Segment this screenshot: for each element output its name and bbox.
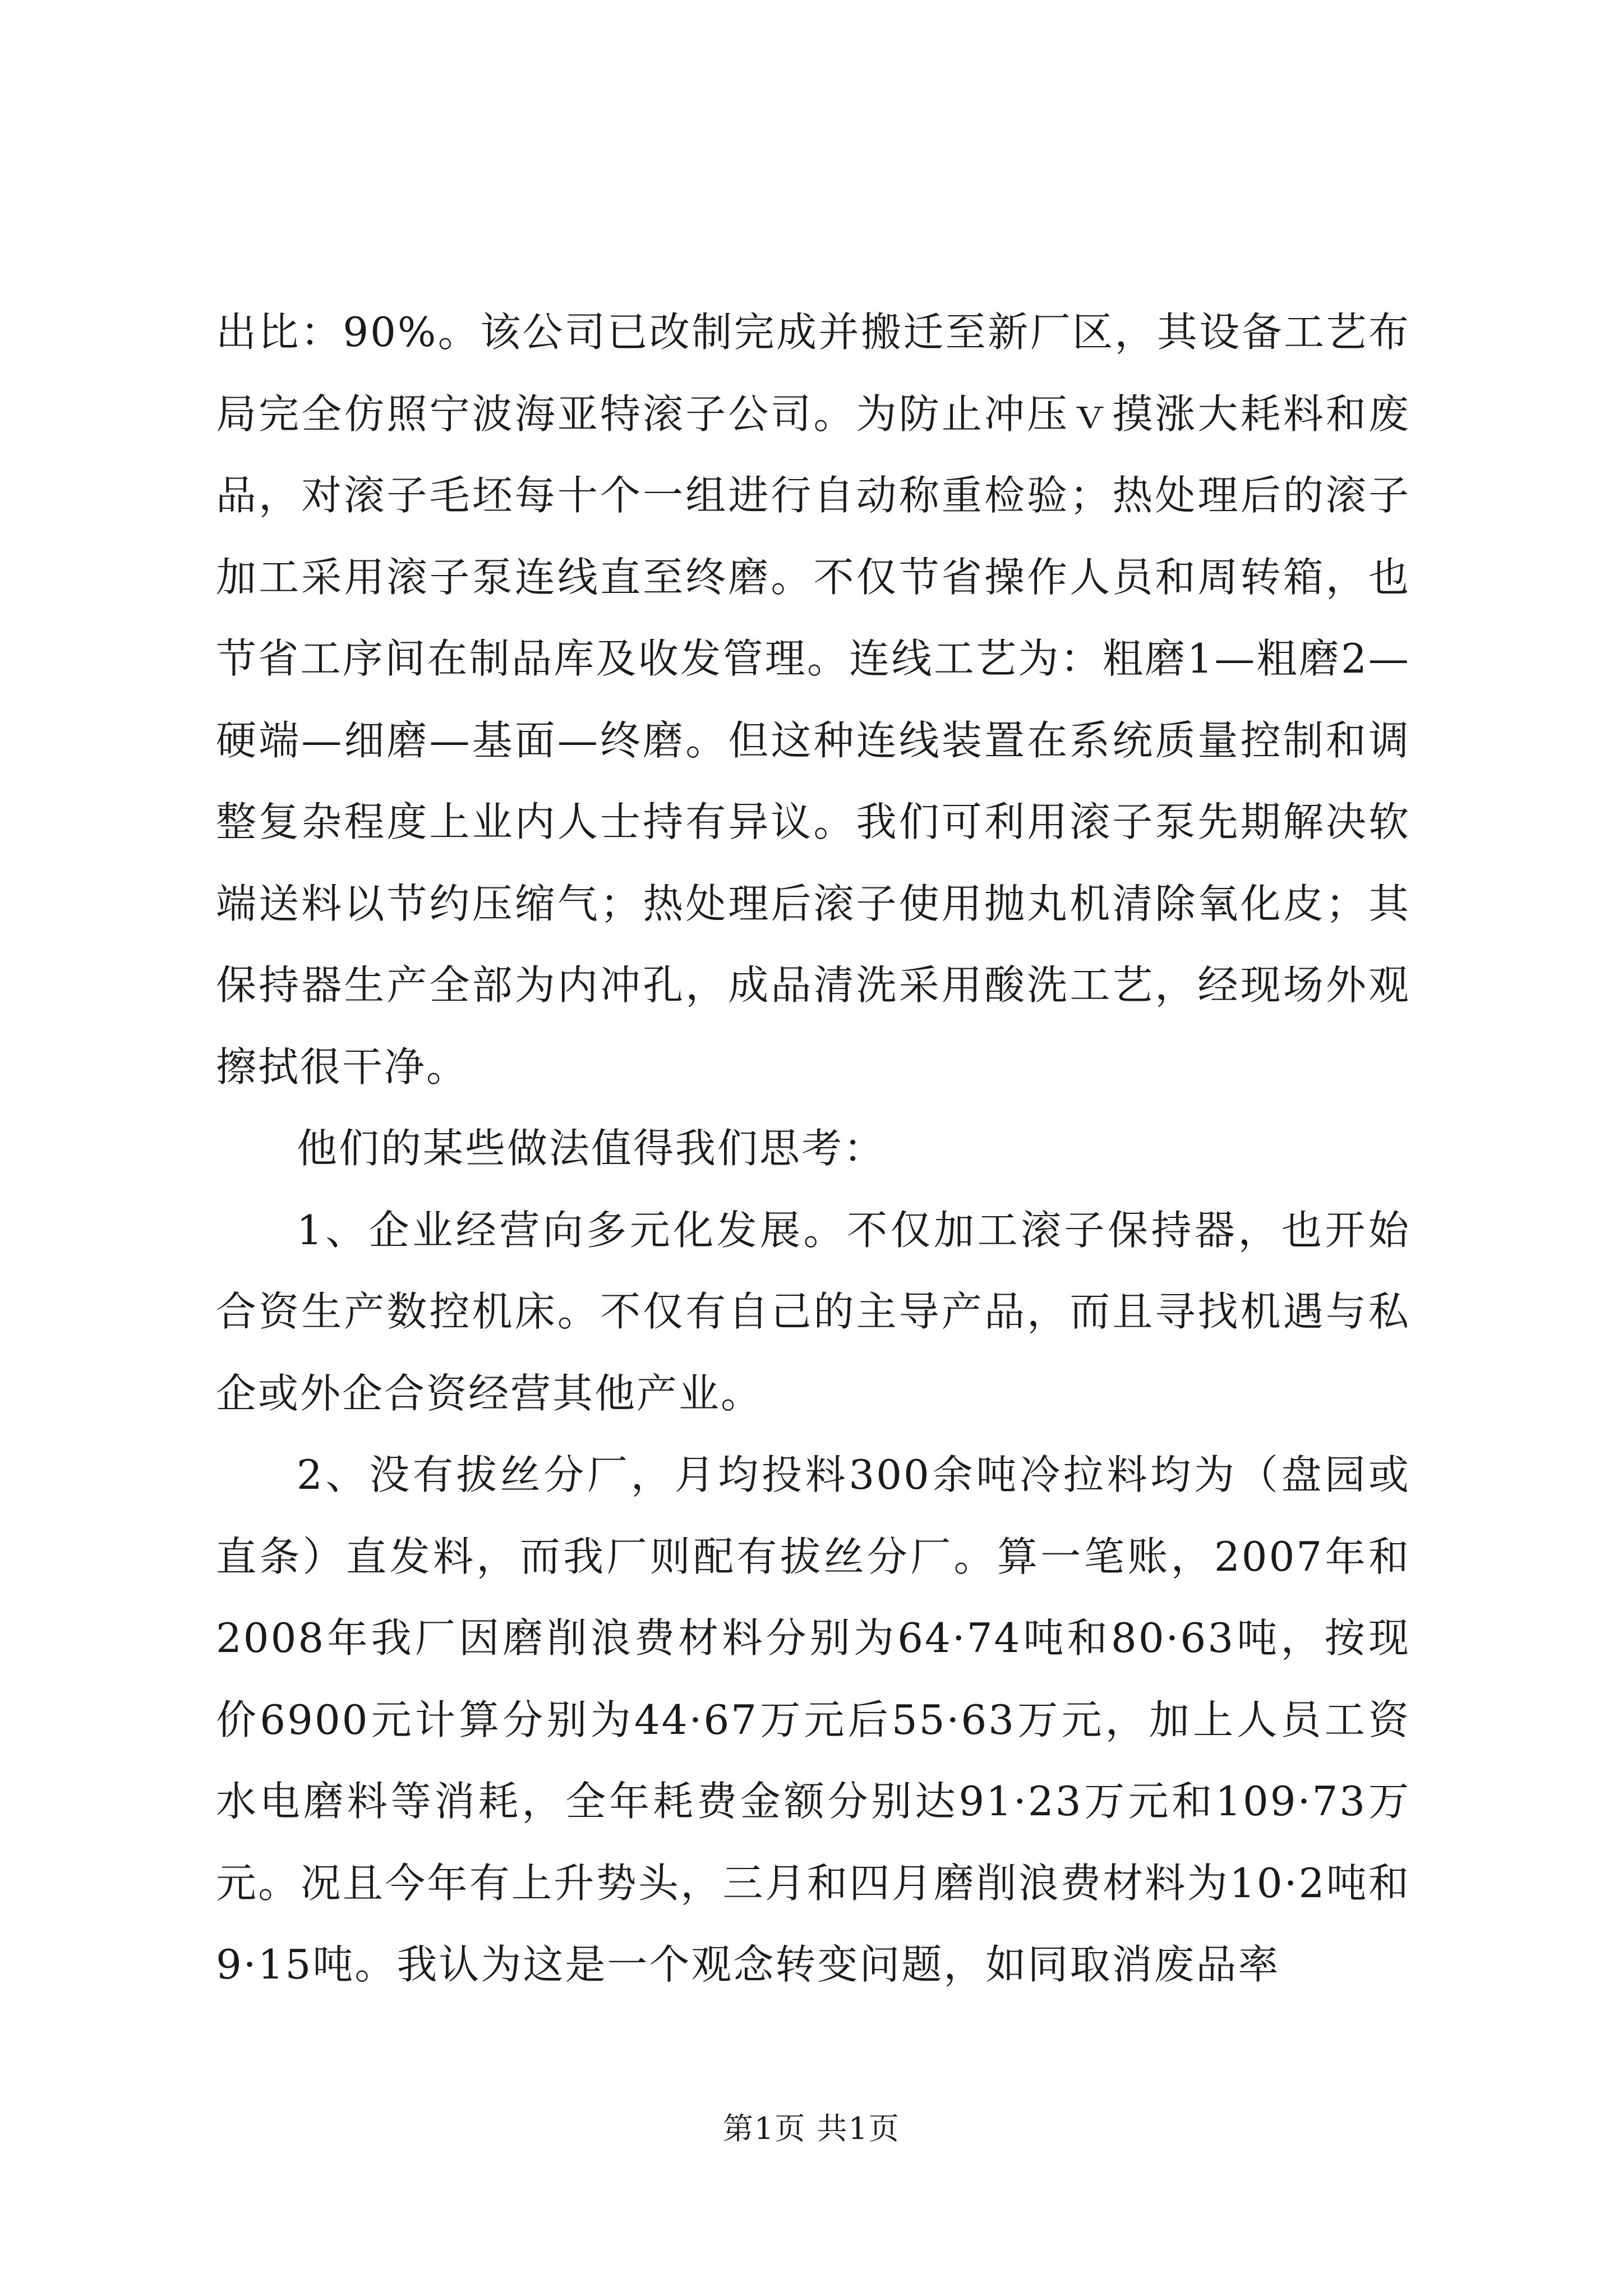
paragraph-1: 出比：90%。该公司已改制完成并搬迁至新厂区，其设备工艺布局完全仿照宁波海亚特滚子公司。为防止冲压ｖ摸涨大耗料和废品，对滚子毛坯每十个一组进行自动称重检验；热处理后的滚子加工采用滚子泵连线直至终磨。不仅节省操作人员和周转箱，也节省工序间在制品库及收发管理。连线工艺为：粗磨1—粗磨2—硬端—细磨—基面—终磨。但这种连线装置在系统质量控制和调整复杂程度上业内人士持有异议。我们可利用滚子泵先期解决软端送料以节约压缩气；热处理后滚子使用抛丸机清除氧化皮；其保持器生产全部为内冲孔，成品清洗采用酸洗工艺，经现场外观擦拭很干净。 (216, 309, 1410, 1091)
paragraph-3: 1、企业经营向多元化发展。不仅加工滚子保持器，也开始合资生产数控机床。不仅有自己的主导产品，而且寻找机遇与私企或外企合资经营其他产业。 (216, 1206, 1410, 1417)
paragraph-2: 他们的某些做法值得我们思考： (297, 1125, 886, 1172)
page-footer: 第1页 共1页 (723, 2111, 900, 2146)
paragraph-4: 2、没有拔丝分厂，月均投料300余吨冷拉料均为（盘园或直条）直发料，而我厂则配有拔丝分厂。算一笔账，2007年和2008年我厂因磨削浪费材料分别为64·74吨和80·63吨，按现价6900元计算分别为44·67万元后55·63万元，加上人员工资水电磨料等消耗，全年耗费金额分别达91·23万元和109·73万元。况且今年有上升势头，三月和四月磨削浪费材料为10·2吨和9·15吨。我认为这是一个观念转变问题，如同取消废品率 (216, 1451, 1410, 1988)
document-body (216, 292, 1410, 2006)
